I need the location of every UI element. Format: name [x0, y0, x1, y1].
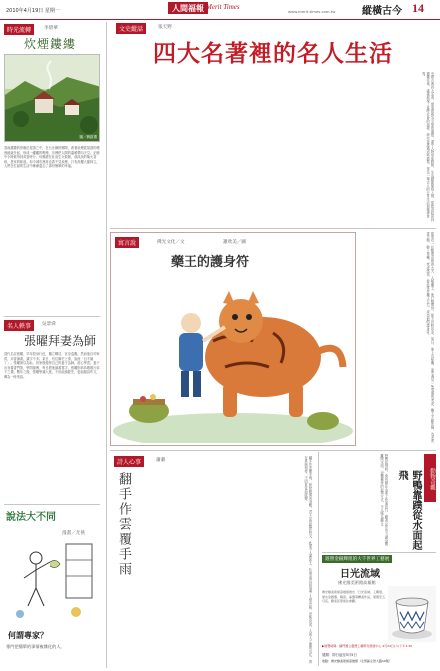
exhibit-event-line: ▶展覽時間：鑄門國立臺灣工藝研究發展中心 4月24日(六)下午2:30 — [322, 644, 413, 648]
header-date: 2010年4月19日 星期一 — [6, 8, 60, 14]
story-author: 佛光文化／文 — [157, 240, 185, 245]
exhibit-author: 佛光緣美術館高雄館 — [338, 580, 376, 585]
story-illustrator: 謝欣美／圖 — [223, 240, 246, 245]
landscape-photo — [4, 54, 100, 142]
comic-artist: 漫畫／尤俠 — [62, 531, 85, 536]
story-illustration — [113, 271, 353, 443]
exhibit-footer-dates: 展期：即日起至5月5日 — [322, 653, 357, 657]
masthead-english: Merit Times — [206, 3, 240, 11]
section-tag-story: 寓言說 — [115, 237, 139, 248]
poem-author: 蕭蕭 — [156, 458, 166, 463]
page-header — [0, 0, 440, 20]
masthead-title: 人間福報 — [172, 3, 204, 13]
story-title: 藥王的護身符 — [171, 255, 250, 270]
exhibit-footer-venue: 地點：佛光緣美術館高雄館（左營區左營大路10號） — [322, 659, 392, 663]
site-url[interactable]: www.merit-times.com.tw — [288, 9, 336, 14]
left-title: 炊煙鏤縷 — [24, 37, 77, 51]
story-box — [110, 232, 356, 446]
landscape-photo-art — [5, 55, 100, 142]
story-body: 從前有一位醫術高明的大夫，人稱藥王。他行醫濟世，從不計較診金。某日，他上山採藥，途中遇見一隻受傷的老虎。藥王不顧危險，為老虎拔去刺，敷上草藥。老虎感恩，從此常伴藥王左右，成為他的護身符。 — [425, 232, 434, 443]
main-article-body: 中國古典四大名著，歷來被視為文學的瑰寶。書中人物形象鮮明，生活細節描寫入微，從飲食起居到禮儀往來，處處展現了當時社會的風貌。研究者透過這些描寫，得以一窺古人的日常生活與精神世界。 — [421, 72, 434, 222]
section-tag-time: 時光流轉 — [4, 24, 34, 35]
main-author: 張天野 — [158, 25, 172, 30]
comic-title: 說法大不同 — [6, 512, 56, 523]
exhibit-title: 日光流域 — [340, 569, 380, 580]
main-title — [112, 33, 434, 69]
famous-title: 張曜拜妻為師 — [24, 334, 97, 348]
left-author: 李碧華 — [44, 26, 58, 31]
exhibit-photo — [388, 586, 436, 642]
famous-article-body: 清代名臣張曜，早年投身行伍，屢立戰功，官至巡撫。然而他自幼家貧，未曾讀書，識字不多。某日，有位御史上奏，說他「目不識丁」。張曜深以為恥，回家後便拜自己的妻子為師，虛心學習。妻子出身書香門第，學問淵博，每日教他讀書寫字，張曜則恭恭敬敬行弟子之禮。數年之後，張曜學識大進，不但能讀經史，更能賦詩作文，傳為一時美談。 — [4, 352, 100, 379]
main-title-text: 四大名著裡的名人生活 — [153, 39, 393, 67]
section-name: 縱橫古今 — [362, 6, 402, 17]
photo-credit: 圖／劉啟禮 — [79, 135, 97, 139]
exhibit-body: 佛光緣美術館高雄館推出「日光流域」工藝展，展出金銀器、陶瓷、漆器等精美作品，展期至五月底，歡迎民眾前往參觀。 — [322, 590, 386, 604]
comic-drawing — [6, 536, 98, 626]
comic-panel — [6, 536, 98, 626]
famous-author: 吳景舜 — [42, 322, 56, 327]
comic-caption: 何謂專家？ — [8, 631, 48, 640]
animal-title: 野鴨靠蹼從水面起飛 — [396, 470, 421, 550]
left-article-body: 春雨濃濃的傍晚於屋頂之中，在台北縣的鄉間，看著炊煙從屋頂的煙囪緩緩升起，形成一縷縷的輕煙，彷彿把人間的溫暖帶向天空。記憶中小時候每到黃昏時分，母親總在灶前生火做飯，那淡淡的柴火香味，是家的味道。如今城市裡再也看不見炊煙，只有高樓大廈林立，人們在忙碌的生活中漸漸遺忘了那份簡單的幸福。 — [4, 146, 100, 169]
page-number: 14 — [412, 1, 424, 15]
section-tag-exhibit: 週照金銀輝煌的大千世界工藝展 — [322, 555, 392, 563]
section-tag-animal — [424, 454, 436, 502]
poem-body: 翻手作雲覆手雨，紛紛輕薄何須數。君不見管鮑貧時交，此道今人棄如土。杜甫這首詩寫盡了人情冷暖，世態炎涼。人與人之間的交往，貴在真誠相待，不因貧富而改變。 — [303, 456, 312, 664]
section-tag-famous: 名人軼事 — [4, 320, 34, 331]
section-tag-main: 文史縱話 — [116, 23, 146, 34]
left-column — [4, 22, 104, 668]
masthead-logo — [168, 2, 208, 14]
animal-tag-label: 動物奇觀 — [429, 468, 435, 490]
comic-subcaption: 專門把簡單的事情複雜化的人。 — [6, 644, 65, 649]
poem-title: 翻手作雲覆手雨 — [116, 472, 131, 577]
animal-body: 野鴨起飛時，會用蹼在水面上快速拍打，藉著反作用力讓身體離開水面，這種獨特的起飛方式，令人嘆為觀止。 — [379, 454, 388, 546]
tiger-and-healer-art — [113, 271, 353, 443]
section-tag-poem: 詩人心事 — [114, 456, 144, 467]
teacup-art — [388, 586, 436, 642]
